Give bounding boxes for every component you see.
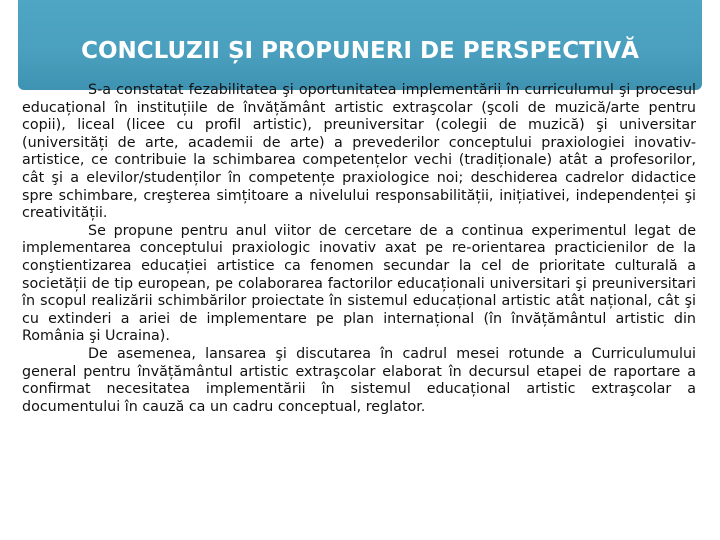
paragraph-round-table: De asemenea, lansarea şi discutarea în cadrul mesei rotunde a Curriculumului general pentru învățământul artistic extraşcolar elaborat în decursul etapei de raportare a confirmat necesitatea implementării în sistemul educațional artistic extraşcolar a documentului în cauză ca un cadru conceptual, reglator. [22, 345, 696, 415]
slide-body [22, 82, 696, 416]
paragraph-findings: S-a constatat fezabilitatea şi oportunitatea implementării în curriculumul şi procesul educațional în instituțiile de învățământ artistic extraşcolar (şcoli de muzică/arte pentru copii), liceal (licee cu profil artistic), preuniversitar (colegii de muzică) şi universitar (universități de arte, academii de arte) a prevederilor conceptului praxiologiei inovativ-artistice, ce contribuie la schimbarea competențelor vechi (tradiționale) atât a profesorilor, cât şi a elevilor/studenților în competențe praxiologice noi; deschiderea cadrelor didactice spre schimbare, creşterea simțitoare a nivelului responsabilității, inițiativei, independenței şi creativității. [22, 82, 696, 222]
slide-title: CONCLUZII ȘI PROPUNERI DE PERSPECTIVĂ [81, 38, 639, 64]
paragraph-proposals: Se propune pentru anul viitor de cercetare de a continua experimentul legat de implementarea conceptului praxiologic inovativ axat pe re-orientarea practicienilor de la conştientizarea educației artistice ca fenomen secundar la cel de prioritate culturală a societății de tip european, pe colaborarea factorilor educaționali universitari şi preuniversitari în scopul realizării schimbărilor proiectate în sistemul educațional artistic atât național, cât şi cu extinderi a ariei de implementare pe plan internațional (în învățământul artistic din România şi Ucraina). [22, 222, 696, 345]
